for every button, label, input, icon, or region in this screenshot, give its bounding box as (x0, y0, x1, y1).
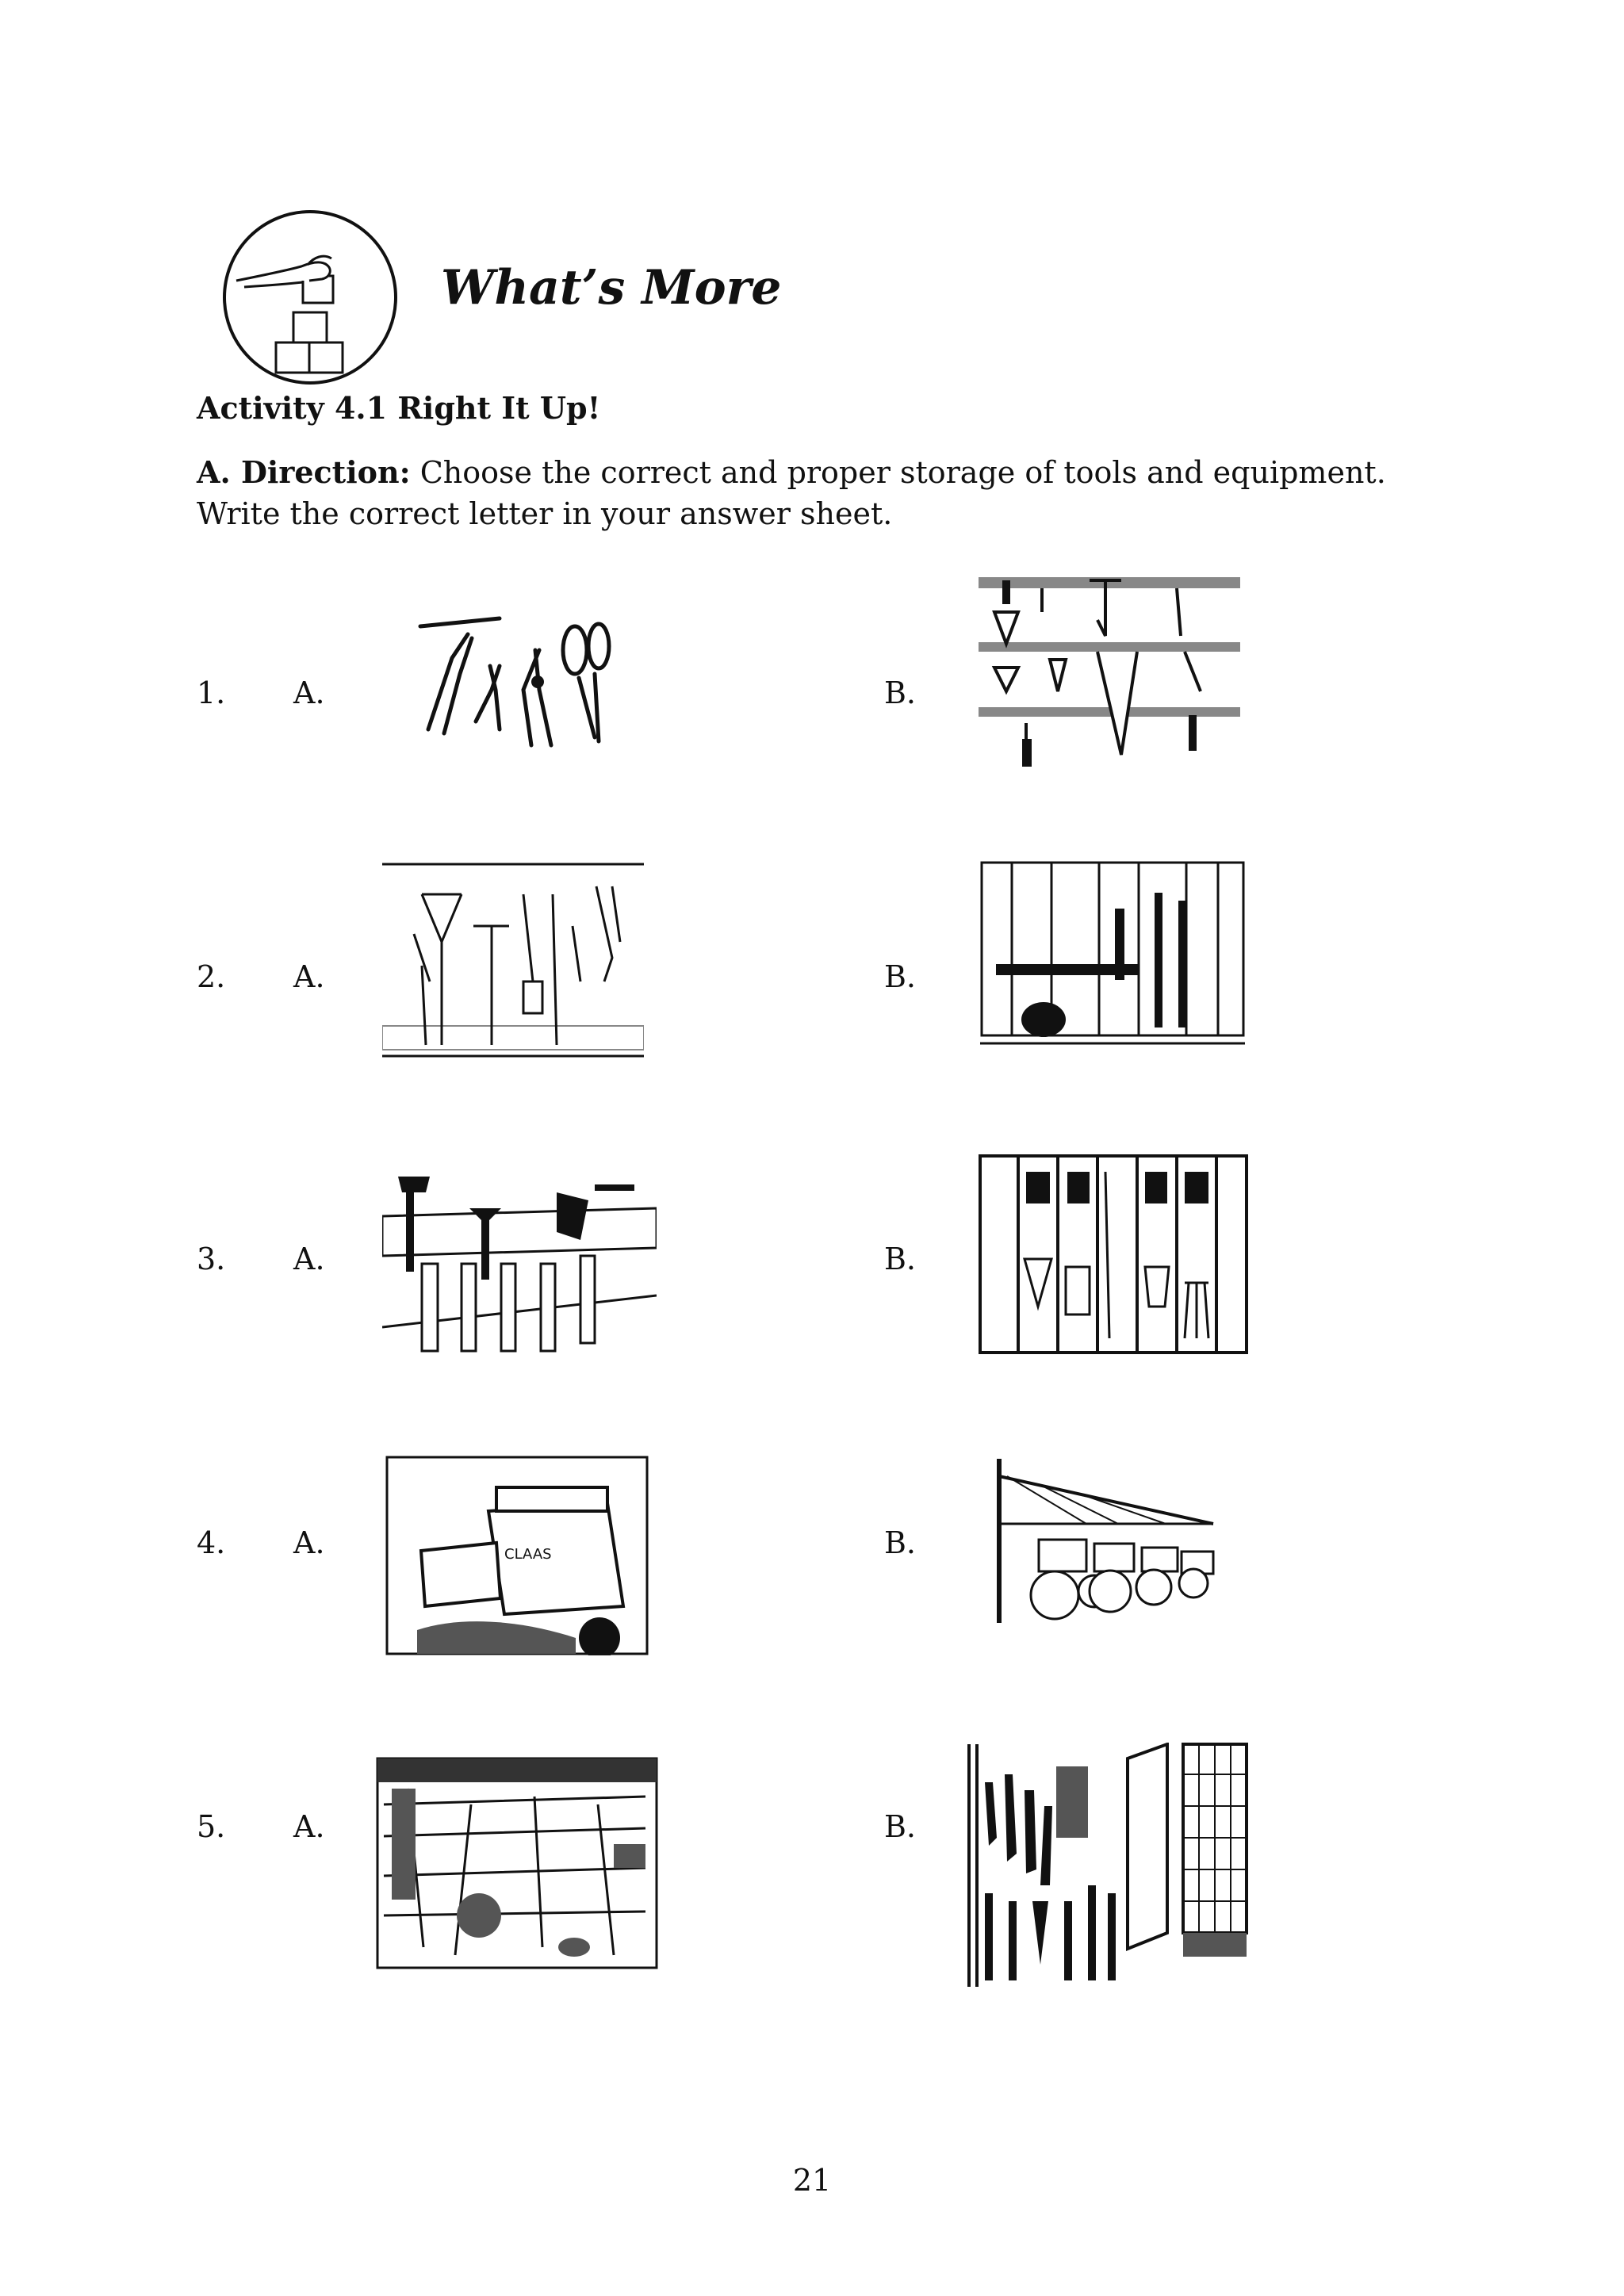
item-number: 1. (197, 675, 226, 710)
wall-rack-tools-picture (979, 572, 1240, 771)
option-b-label: B. (884, 1525, 917, 1560)
baler-machine-picture (385, 1456, 649, 1655)
item-number: 4. (197, 1525, 226, 1560)
option-b-label: B. (884, 1809, 917, 1844)
option-b-label: B. (884, 675, 917, 710)
option-a-label: A. (293, 959, 325, 994)
tool-shed-picture (980, 861, 1245, 1058)
item-number: 5. (197, 1809, 226, 1844)
pruning-tools-pile-picture (404, 603, 626, 761)
option-b-label: B. (884, 1242, 917, 1276)
direction-paragraph (197, 452, 1434, 534)
option-a-label: A. (293, 1242, 325, 1276)
direction-label: A. Direction: (197, 454, 411, 490)
cluttered-storage-picture (376, 1757, 658, 1969)
option-a-label: A. (293, 1525, 325, 1560)
section-title: What’s More (441, 260, 782, 316)
page-number: 21 (792, 2163, 832, 2198)
svg-text:CLAAS: CLAAS (504, 1546, 552, 1563)
option-b-label: B. (884, 959, 917, 994)
fence-tool-holders-picture (382, 1161, 657, 1370)
vertical-rack-slots-picture (979, 1148, 1248, 1356)
tractors-under-shed-picture (991, 1452, 1237, 1627)
option-a-label: A. (293, 675, 325, 710)
pegboard-tools-window-picture (961, 1743, 1248, 1988)
hand-stacking-blocks-icon (220, 208, 400, 387)
option-a-label: A. (293, 1809, 325, 1844)
rakes-leaning-on-wall-picture (382, 863, 644, 1059)
activity-title: Activity 4.1 Right It Up! (197, 390, 601, 426)
item-number: 3. (197, 1242, 226, 1276)
item-number: 2. (197, 959, 226, 994)
direction-text: Choose the correct and proper storage of tools and equipment. Write the correct letter in your answer sheet. (197, 455, 1386, 531)
